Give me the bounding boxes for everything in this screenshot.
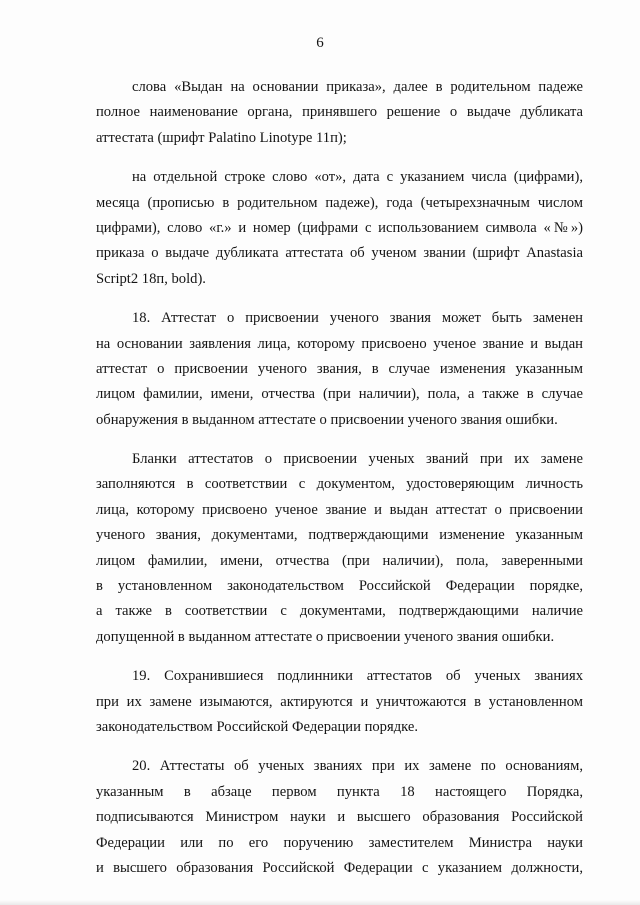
text-line: Script2 18п, bold). [96, 270, 206, 287]
paragraph-diploma-wording [96, 75, 583, 151]
text-line: полное наименование органа, принявшего решение о выдаче дубликата [96, 104, 583, 121]
text-line: на отдельной строке слово «от», дата с указанием числа (цифрами), [132, 169, 583, 186]
text-line: заполняются в соответствии с документом, удостоверяющим личность [96, 476, 583, 493]
paragraph-date-line [96, 165, 583, 292]
text-line: а также в соответствии с документами, подтверждающими наличие [96, 603, 583, 620]
text-line: цифрами), слово «г.» и номер (цифрами с использованием символа «№») [96, 219, 583, 236]
scan-bottom-edge [0, 900, 640, 905]
text-line: обнаружения в выданном аттестате о присвоении ученого звания ошибки. [96, 411, 558, 428]
text-line: 20. Аттестаты об ученых званиях при их замене по основаниям, [132, 758, 583, 775]
paragraph-item-18 [96, 306, 583, 433]
text-line: законодательством Российской Федерации порядке. [96, 718, 418, 735]
text-line: допущенной в выданном аттестате о присвоении ученого звания ошибки. [96, 628, 555, 645]
paragraph-item-19 [96, 664, 583, 740]
text-line: лица, которому присвоено ученое звание и выдан аттестат о присвоении [96, 501, 583, 518]
text-line: указанным в абзаце первом пункта 18 настоящего Порядка, [96, 783, 583, 800]
paragraph-item-20 [96, 754, 583, 881]
text-line: при их замене изымаются, актируются и уничтожаются в установленном [96, 693, 583, 710]
page-number: 6 [316, 35, 324, 51]
text-line: Бланки аттестатов о присвоении ученых званий при их замене [132, 451, 583, 468]
text-line: лицом фамилии, имени, отчества (при наличии), пола, а также в случае [96, 386, 583, 403]
text-line: и высшего образования Российской Федерации с указанием должности, [96, 859, 583, 876]
document-body [96, 75, 583, 895]
text-line: ученого звания, документами, подтверждающими изменение указанным [96, 527, 583, 544]
text-line: аттестата (шрифт Palatino Linotype 11п); [96, 129, 347, 146]
text-line: месяца (прописью в родительном падеже), года (четырехзначным числом [96, 194, 583, 211]
text-line: слова «Выдан на основании приказа», далее в родительном падеже [132, 79, 583, 95]
text-line: на основании заявления лица, которому присвоено ученое звание и выдан [96, 335, 583, 352]
text-line: подписываются Министром науки и высшего образования Российской [96, 809, 583, 826]
text-line: 18. Аттестат о присвоении ученого звания может быть заменен [132, 310, 583, 327]
text-line: аттестат о присвоении ученого звания, в случае изменения указанным [96, 360, 583, 377]
text-line: 19. Сохранившиеся подлинники аттестатов об ученых званиях [132, 668, 583, 685]
text-line: лицом фамилии, имени, отчества (при наличии), пола, заверенными [96, 552, 583, 569]
text-line: в установленном законодательством Российской Федерации порядке, [96, 578, 583, 595]
text-line: приказа о выдаче дубликата аттестата об ученом звании (шрифт Anastasia [96, 245, 583, 262]
paragraph-blanks [96, 447, 583, 650]
text-line: Федерации или по его поручению заместителем Министра науки [96, 834, 583, 851]
